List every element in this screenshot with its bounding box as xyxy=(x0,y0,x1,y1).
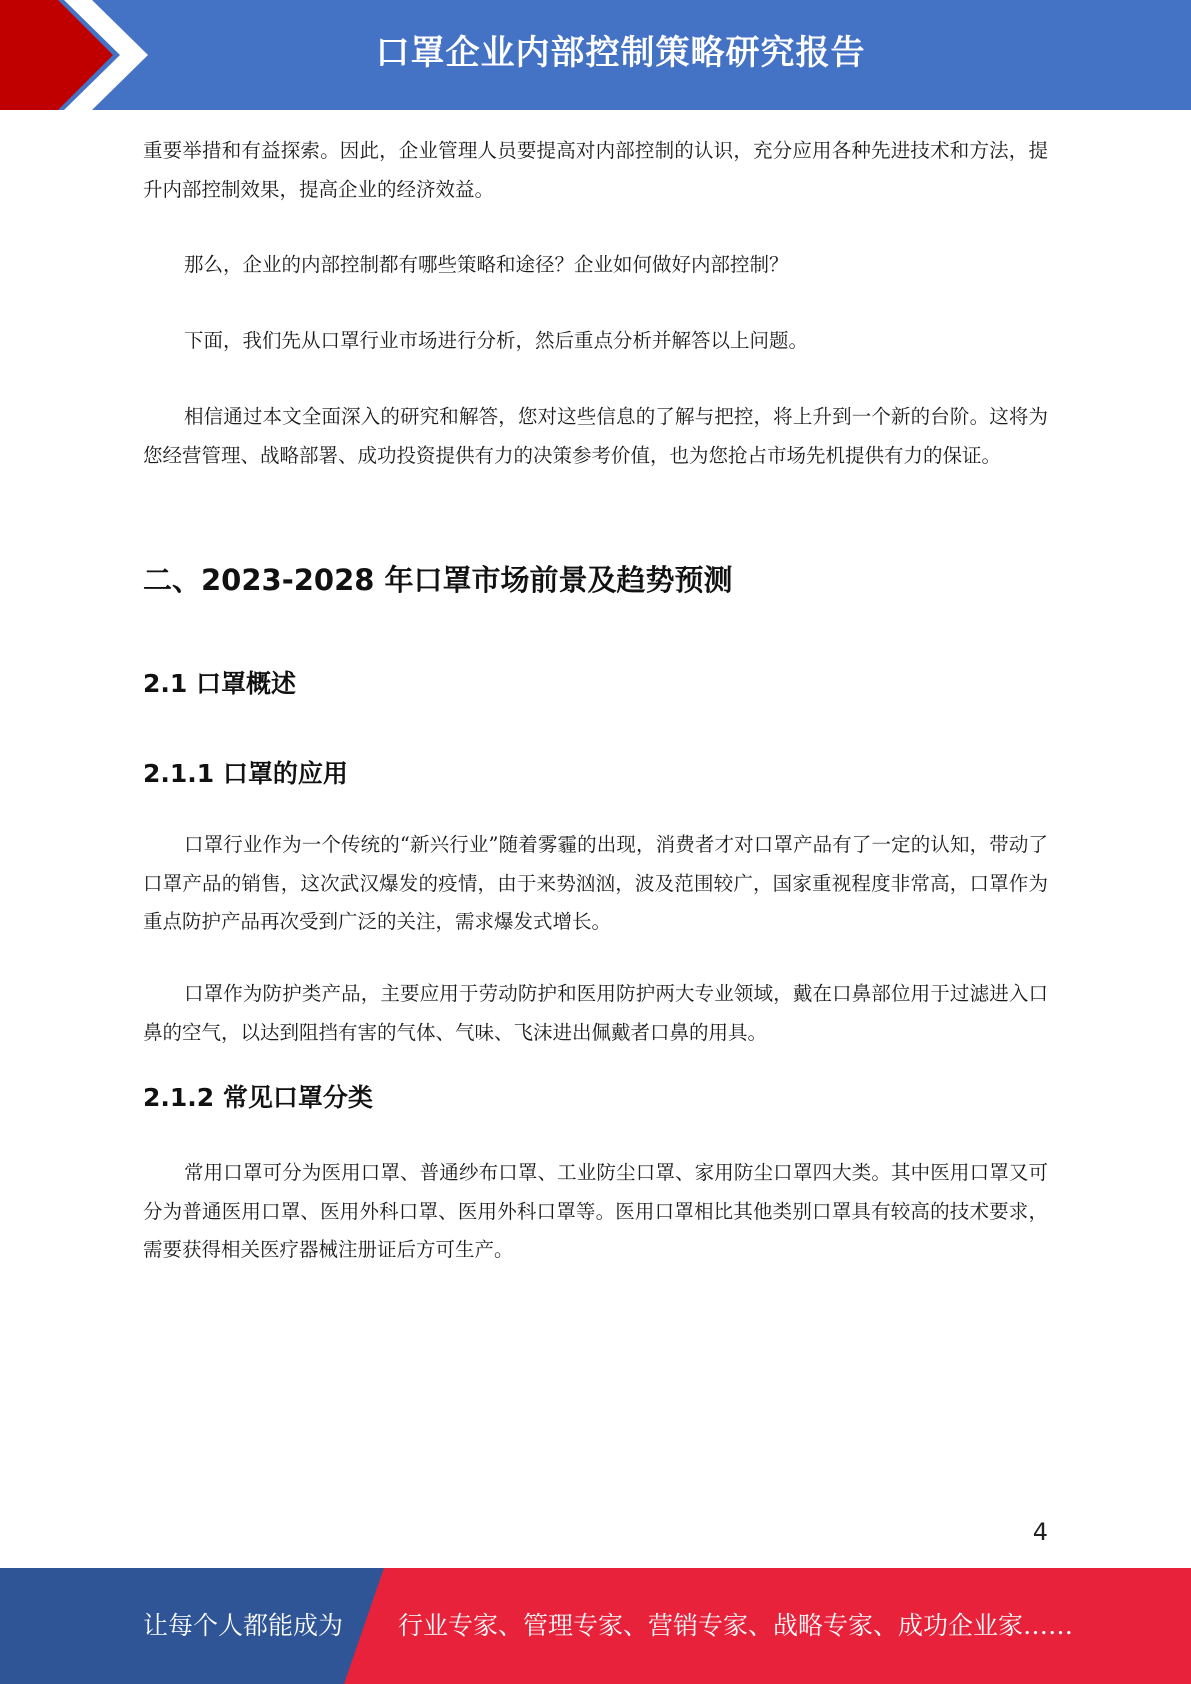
page-footer xyxy=(0,1568,1191,1684)
intro-paragraph-2: 那么，企业的内部控制都有哪些策略和途径？企业如何做好内部控制？ xyxy=(184,253,789,276)
intro-paragraph-4: 相信通过本文全面深入的研究和解答，您对这些信息的了解与把控，将上升到一个新的台阶。这将为您经营管理、战略部署、成功投资提供有力的决策参考价值，也为您抢占市场先机提供有力的保证。 xyxy=(143,405,1048,467)
intro-paragraph-1: 重要举措和有益探索。因此，企业管理人员要提高对内部控制的认识，充分应用各种先进技术和方法，提升内部控制效果，提高企业的经济效益。 xyxy=(143,139,1048,201)
intro-paragraph-3-block xyxy=(143,322,1048,361)
classification-paragraph: 常用口罩可分为医用口罩、普通纱布口罩、工业防尘口罩、家用防尘口罩四大类。其中医用口罩又可分为普通医用口罩、医用外科口罩、医用外科口罩等。医用口罩相比其他类别口罩具有较高的技术要求，需要获得相关医疗器械注册证后方可生产。 xyxy=(143,1161,1048,1261)
section-heading: 二、2023-2028 年口罩市场前景及趋势预测 xyxy=(143,563,733,597)
report-title: 口罩企业内部控制策略研究报告 xyxy=(375,33,866,73)
intro-paragraph-3: 下面，我们先从口罩行业市场进行分析，然后重点分析并解答以上问题。 xyxy=(184,329,809,352)
application-paragraph-1: 口罩行业作为一个传统的“新兴行业”随着雾霾的出现，消费者才对口罩产品有了一定的认知，带动了口罩产品的销售，这次武汉爆发的疫情，由于来势汹汹，波及范围较广，国家重视程度非常高，口罩作为重点防护产品再次受到广泛的关注，需求爆发式增长。 xyxy=(143,833,1048,933)
intro-paragraph-2-block xyxy=(143,246,1048,285)
page-number: 4 xyxy=(1032,1518,1048,1546)
subsubsection-heading-1: 2.1.1 口罩的应用 xyxy=(143,759,348,788)
subsection-heading: 2.1 口罩概述 xyxy=(143,669,296,698)
footer-slogan-right: 行业专家、管理专家、营销专家、战略专家、成功企业家…… xyxy=(398,1611,1074,1640)
application-paragraph-1-block xyxy=(143,826,1048,942)
application-paragraph-2-block xyxy=(143,975,1048,1052)
page-header xyxy=(0,0,1191,110)
subsubsection-heading-2: 2.1.2 常见口罩分类 xyxy=(143,1083,373,1112)
footer-slogan-left: 让每个人都能成为 xyxy=(143,1611,344,1640)
intro-paragraph-4-block xyxy=(143,398,1048,475)
intro-paragraph-1-block xyxy=(143,132,1048,209)
header-arrow-decoration xyxy=(0,0,160,110)
application-paragraph-2: 口罩作为防护类产品，主要应用于劳动防护和医用防护两大专业领域，戴在口鼻部位用于过滤进入口鼻的空气，以达到阻挡有害的气体、气味、飞沫进出佩戴者口鼻的用具。 xyxy=(143,982,1048,1044)
classification-paragraph-block xyxy=(143,1154,1048,1270)
